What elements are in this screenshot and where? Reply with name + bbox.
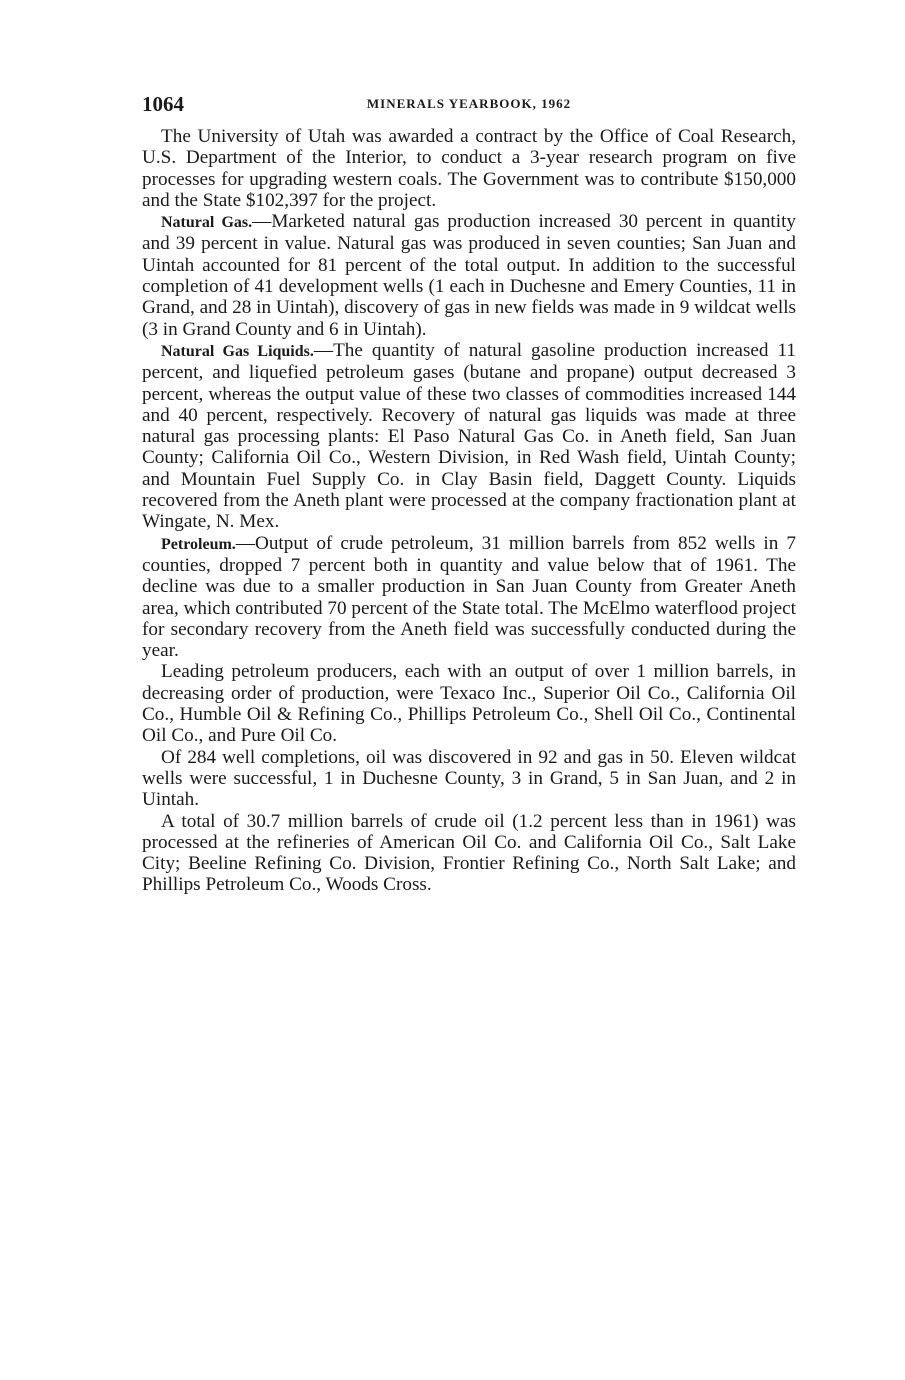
paragraph-leading-producers xyxy=(142,661,796,746)
paragraph-well-completions xyxy=(142,747,796,811)
paragraph-text: —The quantity of natural gasoline production increased 11 percent, and liquefied petroleum gases (butane and propane) output decreased 3 percent, whereas the output value of these two classes of commodities increased 144 and 40 percent, respectively. Recovery of natural gas liquids was made at three natural gas processing plants: El Paso Natural Gas Co. in Aneth field, San Juan County; California Oil Co., Western Division, in Red Wash field, Uintah County; and Mountain Fuel Supply Co. in Clay Basin field, Daggett County. Liquids recovered from the Aneth plant were processed at the company fractionation plant at Wingate, N. Mex. xyxy=(142,339,796,533)
paragraph-text: The University of Utah was awarded a contract by the Office of Coal Research, U.S. Department of the Interior, to conduct a 3-year research program on five processes for upgrading western coals. The Government was to contribute $150,000 and the State $102,397 for the project. xyxy=(142,126,796,211)
page-header xyxy=(142,92,796,116)
section-heading-natural-gas-liquids: Natural Gas Liquids. xyxy=(161,342,314,360)
paragraph-text: A total of 30.7 million barrels of crude oil (1.2 percent less than in 1961) was processed at the refineries of American Oil Co. and California Oil Co., Salt Lake City; Beeline Refining Co. Division, Frontier Refining Co., North Salt Lake; and Phillips Petroleum Co., Woods Cross. xyxy=(142,810,796,896)
paragraph-text: Of 284 well completions, oil was discovered in 92 and gas in 50. Eleven wildcat wells were successful, 1 in Duchesne County, 3 in Grand, 5 in San Juan, and 2 in Uintah. xyxy=(142,746,796,811)
paragraph-text: Leading petroleum producers, each with an output of over 1 million barrels, in decreasing order of production, were Texaco Inc., Superior Oil Co., California Oil Co., Humble Oil & Refining Co., Phillips Petroleum Co., Shell Oil Co., Continental Oil Co., and Pure Oil Co. xyxy=(142,661,796,747)
section-heading-petroleum: Petroleum. xyxy=(161,535,236,553)
section-heading-natural-gas: Natural Gas. xyxy=(161,214,253,232)
document-page xyxy=(142,92,796,896)
paragraph-natural-gas xyxy=(142,211,796,340)
page-number: 1064 xyxy=(142,92,184,116)
paragraph-refineries xyxy=(142,811,796,896)
paragraph-text: —Marketed natural gas production increased 30 percent in quantity and 39 percent in value. Natural gas was produced in seven counties; San Juan and Uintah accounted for 81 percent of the total output. In addition to the successful completion of 41 development wells (1 each in Duchesne and Emery Counties, 11 in Grand, and 28 in Uintah), discovery of gas in new fields was made in 9 wildcat wells (3 in Grand County and 6 in Uintah). xyxy=(142,211,797,340)
paragraph-coal-research xyxy=(142,126,796,211)
paragraph-natural-gas-liquids xyxy=(142,340,796,533)
paragraph-petroleum xyxy=(142,533,796,662)
paragraph-text: —Output of crude petroleum, 31 million barrels from 852 wells in 7 counties, dropped 7 percent both in quantity and value below that of 1961. The decline was due to a smaller production in San Juan County from Greater Aneth area, which contributed 70 percent of the State total. The McElmo waterflood project for secondary recovery from the Aneth field was successfully conducted during the year. xyxy=(142,532,796,662)
running-title: MINERALS YEARBOOK, 1962 xyxy=(366,96,572,111)
